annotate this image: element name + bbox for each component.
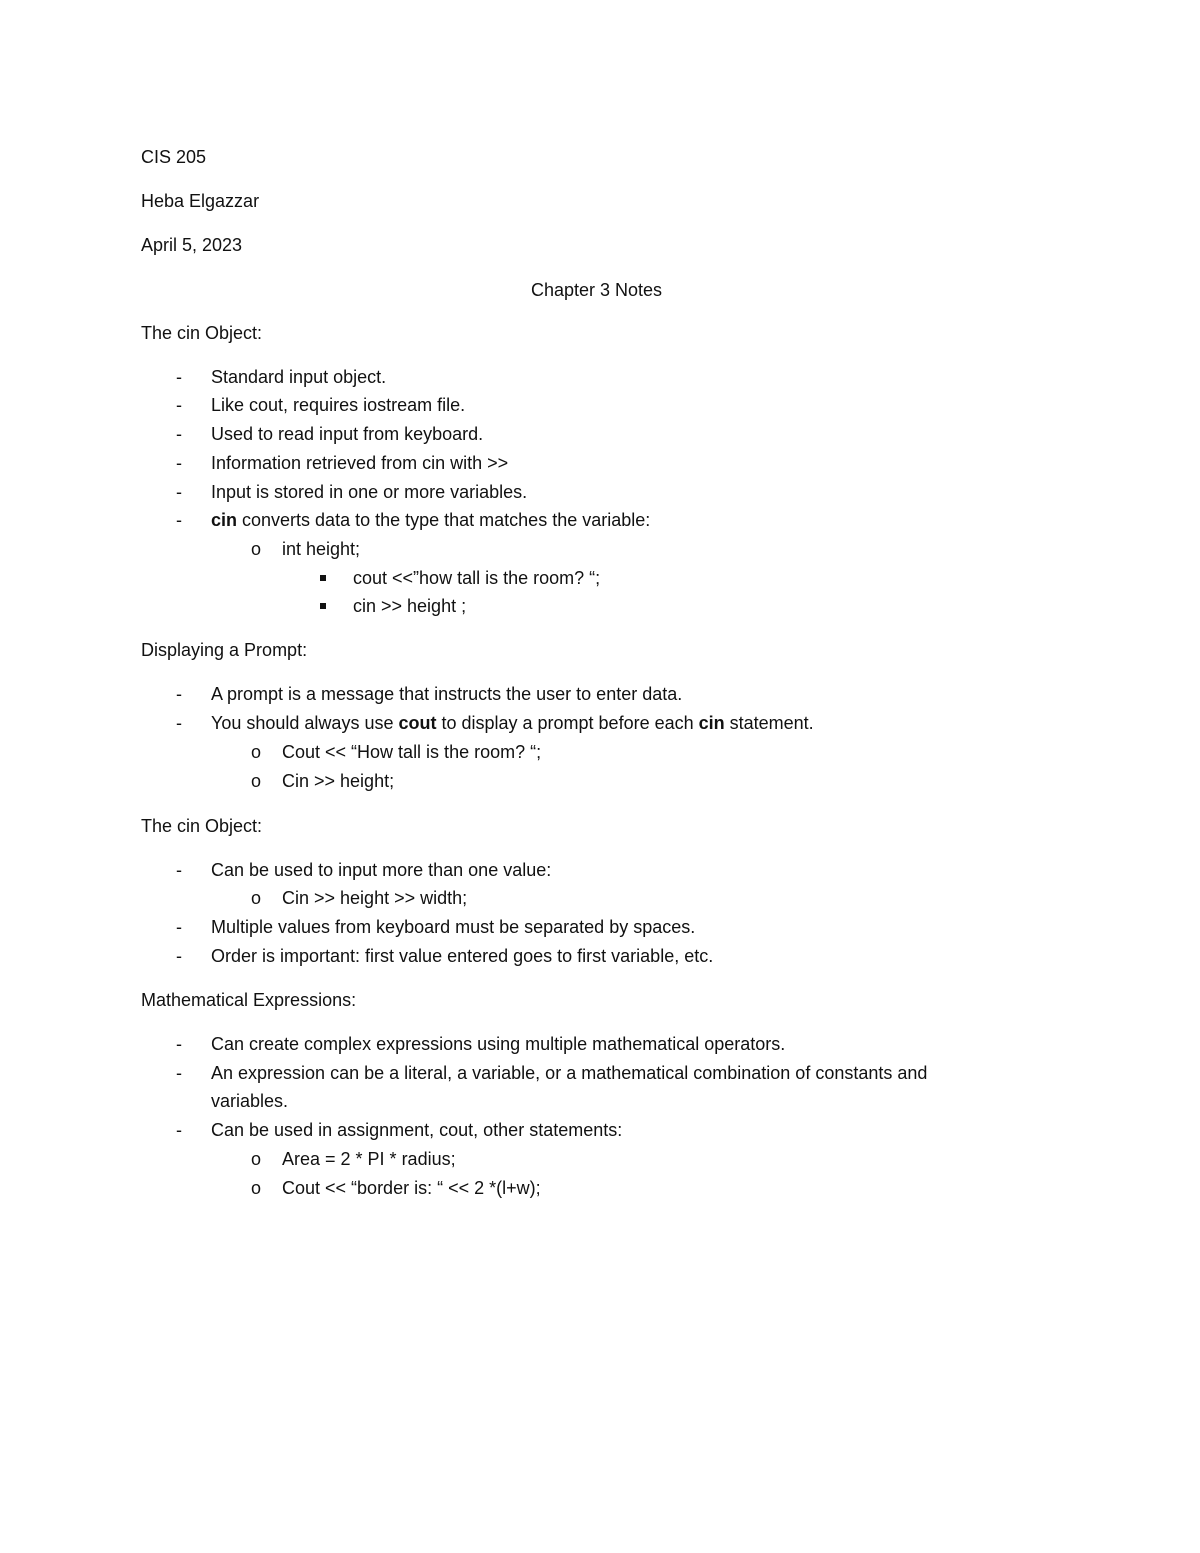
section-heading: Mathematical Expressions: xyxy=(141,990,357,1010)
course-code: CIS 205 xyxy=(141,147,207,167)
square-bullet-icon xyxy=(320,603,326,609)
author-name: Heba Elgazzar xyxy=(141,191,260,211)
circle-bullet: o xyxy=(251,539,262,559)
section-heading: The cin Object: xyxy=(141,816,263,836)
list-item: Information retrieved from cin with >> xyxy=(211,453,509,473)
section-heading: The cin Object: xyxy=(141,323,263,343)
section-heading: Displaying a Prompt: xyxy=(141,640,308,660)
list-item: You should always use cout to display a prompt before each cin statement. xyxy=(211,713,814,733)
dash-bullet: - xyxy=(176,1034,182,1054)
dash-bullet: - xyxy=(176,1063,182,1083)
bold-keyword: cout xyxy=(398,713,437,733)
dash-bullet: - xyxy=(176,946,182,966)
sub-list-item: Area = 2 * PI * radius; xyxy=(282,1149,456,1169)
dash-bullet: - xyxy=(176,713,182,733)
list-item: Standard input object. xyxy=(211,367,387,387)
sub-sub-list-item: cin >> height ; xyxy=(353,596,467,616)
sub-list-item: Cin >> height >> width; xyxy=(282,888,468,908)
list-item: Can be used to input more than one value: xyxy=(211,860,552,880)
sub-list-item: int height; xyxy=(282,539,361,559)
list-item: Can create complex expressions using multiple mathematical operators. xyxy=(211,1034,786,1054)
bold-keyword: cin xyxy=(698,713,725,733)
list-item: cin converts data to the type that matches the variable: xyxy=(211,510,651,530)
dash-bullet: - xyxy=(176,860,182,880)
page-title: Chapter 3 Notes xyxy=(530,280,663,300)
bold-keyword: cin xyxy=(211,510,238,530)
dash-bullet: - xyxy=(176,482,182,502)
square-bullet-icon xyxy=(320,575,326,581)
circle-bullet: o xyxy=(251,1178,262,1198)
dash-bullet: - xyxy=(176,684,182,704)
circle-bullet: o xyxy=(251,1149,262,1169)
sub-sub-list-item: cout <<”how tall is the room? “; xyxy=(353,568,601,588)
list-item: A prompt is a message that instructs the user to enter data. xyxy=(211,684,683,704)
list-item: Can be used in assignment, cout, other statements: xyxy=(211,1120,623,1140)
list-item-continuation: variables. xyxy=(211,1091,289,1111)
list-item: Used to read input from keyboard. xyxy=(211,424,484,444)
dash-bullet: - xyxy=(176,1120,182,1140)
dash-bullet: - xyxy=(176,395,182,415)
date: April 5, 2023 xyxy=(141,235,243,255)
list-item: Order is important: first value entered goes to first variable, etc. xyxy=(211,946,714,966)
list-item: An expression can be a literal, a variable, or a mathematical combination of constants and xyxy=(211,1063,928,1083)
sub-list-item: Cin >> height; xyxy=(282,771,395,791)
sub-list-item: Cout << “How tall is the room? “; xyxy=(282,742,542,762)
dash-bullet: - xyxy=(176,424,182,444)
sub-list-item: Cout << “border is: “ << 2 *(l+w); xyxy=(282,1178,541,1198)
list-item: Input is stored in one or more variables. xyxy=(211,482,528,502)
list-item: Multiple values from keyboard must be separated by spaces. xyxy=(211,917,696,937)
circle-bullet: o xyxy=(251,888,262,908)
list-item: Like cout, requires iostream file. xyxy=(211,395,466,415)
circle-bullet: o xyxy=(251,771,262,791)
circle-bullet: o xyxy=(251,742,262,762)
dash-bullet: - xyxy=(176,367,182,387)
dash-bullet: - xyxy=(176,453,182,473)
dash-bullet: - xyxy=(176,917,182,937)
dash-bullet: - xyxy=(176,510,182,530)
